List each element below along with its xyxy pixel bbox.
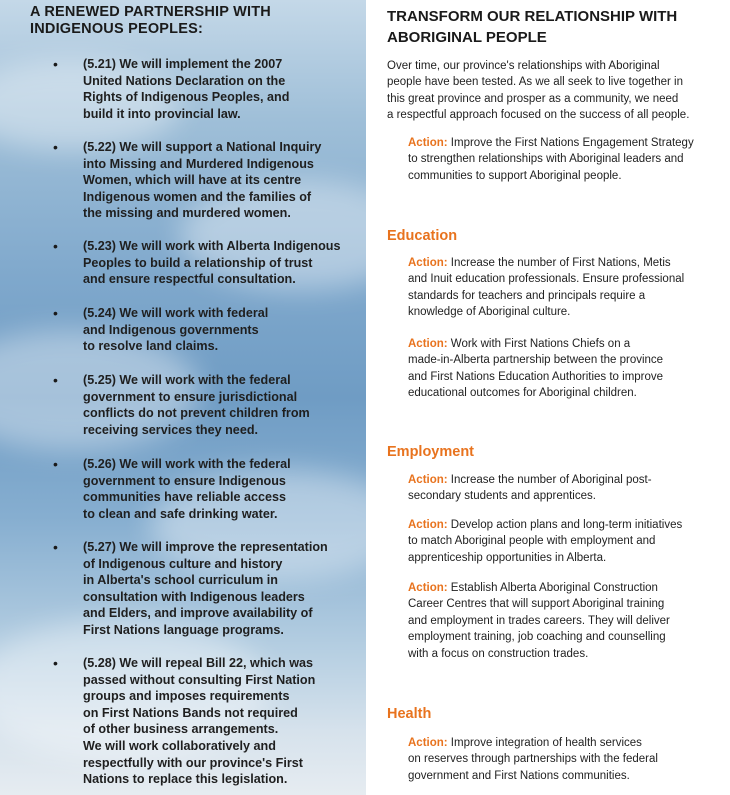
list-item-text: (5.27) We will improve the representation of Indigenous culture and history in Alberta's school curriculum in consultation with Indigenous leaders and Elders, and improve availability of First Nations language programs. (83, 540, 328, 637)
list-item-text: (5.22) We will support a National Inquiry into Missing and Murdered Indigenous Women, which will have at its centre Indigenous women and the families of the missing and murdered women. (83, 140, 322, 221)
right-panel-title: TRANSFORM OUR RELATIONSHIP WITH ABORIGINAL PEOPLE (387, 8, 678, 46)
action-item (408, 255, 726, 321)
action-label: Action: (408, 257, 448, 269)
action-label: Action: (408, 338, 448, 350)
action-item (408, 336, 726, 402)
bullet-icon: • (53, 56, 58, 72)
action-label: Action: (408, 582, 448, 594)
action-item (408, 135, 726, 184)
bullet-icon: • (53, 456, 58, 472)
action-label: Action: (408, 519, 448, 531)
action-item (408, 472, 726, 505)
right-panel (366, 0, 730, 795)
action-text: Work with First Nations Chiefs on a made-in-Alberta partnership between the province and First Nations Education Authorities to improve educational outcomes for Aboriginal children. (408, 338, 664, 400)
bullet-icon: • (53, 539, 58, 555)
action-text: Increase the number of First Nations, Metis and Inuit education professionals. Ensure professional standards for teachers and principals require a knowledge of Aboriginal culture. (408, 257, 685, 319)
intro-paragraph: Over time, our province's relationships with Aboriginal people have been tested. As we all seek to live together in this great province and prosper as a community, we need a respectful approach focused on the success of all people. (387, 60, 690, 122)
action-text: Develop action plans and long-term initiatives to match Aboriginal people with employment and apprenticeship opportunities in Alberta. (408, 519, 683, 564)
action-label: Action: (408, 137, 448, 149)
action-text: Improve integration of health services on reserves through partnerships with the federal government and First Nations communities. (408, 737, 658, 782)
section-heading-health: Health (387, 706, 432, 722)
bullet-icon: • (53, 372, 58, 388)
section-heading-education: Education (387, 228, 458, 244)
list-item-text: (5.24) We will work with federal and Indigenous governments to resolve land claims. (83, 306, 269, 354)
bullet-icon: • (53, 238, 58, 254)
action-item (408, 735, 726, 784)
list-item-text: (5.21) We will implement the 2007 United Nations Declaration on the Rights of Indigenous Peoples, and build it into provincial law. (83, 57, 290, 121)
left-panel-title: A RENEWED PARTNERSHIP WITH INDIGENOUS PEOPLES: (30, 4, 271, 37)
bullet-icon: • (53, 139, 58, 155)
action-item (408, 580, 726, 662)
action-item (408, 517, 726, 566)
bullet-icon: • (53, 305, 58, 321)
action-label: Action: (408, 474, 448, 486)
list-item-text: (5.25) We will work with the federal government to ensure jurisdictional conflicts do not prevent children from receiving services they need. (83, 373, 310, 437)
bullet-icon: • (53, 655, 58, 671)
action-text: Establish Alberta Aboriginal Construction Career Centres that will support Aboriginal training and employment in trades careers. They will deliver employment training, job coaching and counselling with a focus on construction trades. (408, 582, 670, 660)
action-text: Increase the number of Aboriginal post- secondary students and apprentices. (408, 474, 652, 503)
list-item-text: (5.28) We will repeal Bill 22, which was passed without consulting First Nation groups and imposes requirements on First Nations Bands not required of other business arrangements. We will work collaboratively and respectfully with our province's First Nations to replace this legislation. (83, 656, 316, 787)
action-label: Action: (408, 737, 448, 749)
list-item-text: (5.26) We will work with the federal government to ensure Indigenous communities have reliable access to clean and safe drinking water. (83, 457, 291, 521)
action-text: Improve the First Nations Engagement Strategy to strengthen relationships with Aboriginal leaders and communities to support Aboriginal people. (408, 137, 694, 182)
list-item-text: (5.23) We will work with Alberta Indigenous Peoples to build a relationship of trust and ensure respectful consultation. (83, 239, 341, 287)
section-heading-employment: Employment (387, 444, 475, 460)
